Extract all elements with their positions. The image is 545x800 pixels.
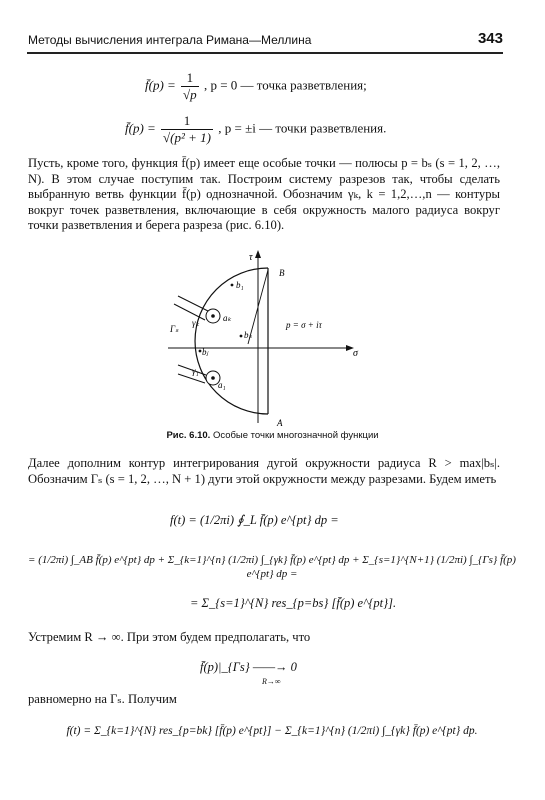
point-bs [240,335,243,338]
equation-line-1: f(t) = (1/2πi) ∮_L f̄(p) e^{pt} dp = [170,513,339,527]
label-tau: τ [249,252,253,263]
formula-2-fraction [161,113,213,146]
formula-1 [145,70,367,103]
point-a1 [211,376,215,380]
equation-limit-subscript: R→∞ [262,677,281,686]
label-gamma-s: Γₛ [170,324,179,334]
tau-axis-arrow [255,250,261,258]
running-header-title: Методы вычисления интеграла Римана—Меллина [28,33,312,47]
point-ak [211,314,215,318]
formula-1-num: 1 [186,70,194,85]
label-a: A [277,418,283,426]
equation-limit: f̄(p)|_{Γs} ——→ 0 [200,660,297,674]
formula-2-lhs: f̄(p) = [125,120,156,136]
formula-2-den: √(p² + 1) [163,130,212,145]
label-b1: b₁ [236,280,244,290]
label-gamma-k: γₖ [192,318,200,328]
figure-caption-number: Рис. 6.10. [166,430,211,441]
point-b1 [231,284,234,287]
label-bs: bₛ [244,330,252,340]
figure-contour-diagram [150,248,390,426]
formula-1-fraction [181,70,199,103]
label-a1: a₁ [218,380,226,390]
label-gamma-1: γ₁ [192,366,199,376]
label-b: B [279,268,285,278]
paragraph-limit-intro: Устремим R → ∞. При этом будем предполагать, что [28,630,311,644]
paragraph-branch-cuts: Пусть, кроме того, функция f̄(p) имеет еще особые точки — полюсы p = bₛ (s = 1, 2, …, N). В этом случае поступим так. Построим систему разрезов так, чтобы сделать выбранную ветвь функции f̄(p) однозначной. Обозначим γₖ, k = 1,2,…,n — контуры вокруг точек разветвления, включающие в себя окружность малого радиуса вокруг точки разветвления и берега разреза (рис. 6.10). [28,156,500,233]
formula-2-condition: , p = ±i — точки разветвления. [218,120,387,136]
equation-final: f(t) = Σ_{k=1}^{N} res_{p=bk} [f̄(p) e^{pt}] − Σ_{k=1}^{n} (1/2πi) ∫_{γk} f̄(p) e^{pt} dp. [66,725,478,737]
equation-line-2: = (1/2πi) ∫_AB f̄(p) e^{pt} dp + Σ_{k=1}^{n} (1/2πi) ∫_{γk} f̄(p) e^{pt} dp + Σ_{s=1}^{N+1} (1/2πi) ∫_{Γs} f̄(p) e^{pt} dp = [28,554,516,580]
header-rule [27,52,503,54]
formula-2-num: 1 [183,113,191,128]
page-number: 343 [477,30,503,47]
formula-2 [125,113,386,146]
label-ak: aₖ [223,313,232,323]
equation-line-3: = Σ_{s=1}^{N} res_{p=bs} [f̄(p) e^{pt}]. [190,596,397,610]
formula-1-condition: , p = 0 — точка разветвления; [203,77,367,93]
label-bj: bⱼ [202,347,209,357]
arc-gamma [195,268,268,414]
figure-caption-text: Особые точки многозначной функции [212,430,379,441]
point-bj [199,350,202,353]
formula-1-den: √p [183,87,197,102]
formula-1-lhs: f̄(p) = [145,77,176,93]
figure-caption [0,430,545,441]
paragraph-arc-contour: Далее дополним контур интегрирования дугой окружности радиуса R > max|bₛ|. Обозначим Γₛ (s = 1, 2, …, N + 1) дуги этой окружности между разрезами. Будем иметь [28,456,500,486]
paragraph-uniformly: равномерно на Γₛ. Получим [28,692,177,706]
label-sigma: σ [353,348,358,359]
label-p-equation: p = σ + iτ [286,320,322,330]
